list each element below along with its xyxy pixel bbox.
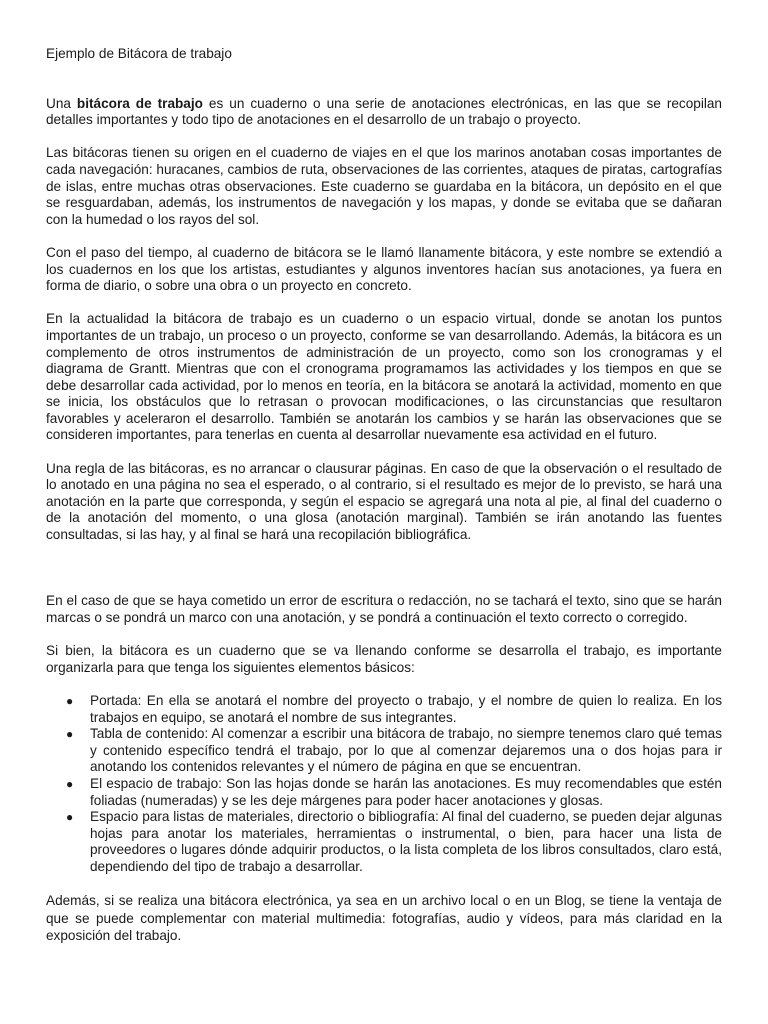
list-item: [66, 775, 722, 809]
paragraph-current-use: En la actualidad la bitácora de trabajo es un cuaderno o un espacio virtual, donde se anotan los puntos importantes de un trabajo, un proceso o un proyecto, conforme se van desarrollando. Además, la bitácora es un complemento de otros instrumentos de administración de un proyecto, como son los cronogramas y el diagrama de Grantt. Mientras que con el cronograma programamos las actividades y los tiempos en que se debe desarrollar cada actividad, por lo menos en teoría, en la bitácora se anotará la actividad, momento en que se inicia, los obstáculos que lo retrasan o provocan modificaciones, o las circunstancias que resultaron favorables y aceleraron el desarrollo. También se anotarán los cambios y se harán las observaciones que se consideren importantes, para tenerlas en cuenta al desarrollar nuevamente esa actividad en el futuro.: [46, 311, 722, 443]
list-item: [66, 809, 722, 875]
bullet-icon: ●: [66, 810, 74, 825]
paragraph-origin: Las bitácoras tienen su origen en el cuaderno de viajes en el que los marinos anotaban cosas importantes de cada navegación: huracanes, cambios de ruta, observaciones de las corrientes, ataques de piratas, cartografías de islas, entre muchas otras observaciones. Este cuaderno se guardaba en la bitácora, un depósito en el que se resguardaban, además, los instrumentos de navegación y los mapas, y donde se evitaba que se dañaran con la humedad o los rayos del sol.: [46, 145, 722, 227]
list-item-text: Tabla de contenido: Al comenzar a escribir una bitácora de trabajo, no siempre tenemos claro qué temas y contenido específico tendrá el trabajo, por lo que al comenzar dejaremos una o dos hojas para ir anotando los contenidos relevantes y el número de página en que se encuentran.: [90, 726, 722, 775]
list-item-text: El espacio de trabajo: Son las hojas donde se harán las anotaciones. Es muy recomendables que estén foliadas (numeradas) y se les deje márgenes para poder hacer anotaciones y glosas.: [90, 775, 722, 808]
intro-prefix: Una: [46, 95, 77, 111]
intro-bold-term: bitácora de trabajo: [76, 95, 203, 111]
list-item: [66, 692, 722, 726]
document-page: [46, 46, 722, 961]
list-item-text: Espacio para listas de materiales, directorio o bibliografía: Al final del cuaderno, se pueden dejar algunas hojas para anotar los materiales, herramientas o instrumental, o bien, para hacer una lista de proveedores o lugares dónde adquirir productos, o la lista completa de los libros consultados, claro está, dependiendo del tipo de trabajo a desarrollar.: [90, 809, 722, 874]
bullet-icon: ●: [66, 727, 74, 742]
intro-suffix: es un cuaderno o una serie de anotaciones electrónicas, en las que se recopilan detalles importantes y todo tipo de anotaciones en el desarrollo de un trabajo o proyecto.: [46, 95, 722, 128]
elements-list: [46, 693, 722, 876]
paragraph-errors: En el caso de que se haya cometido un error de escritura o redacción, no se tachará el texto, sino que se harán marcas o se pondrá un marco con una anotación, y se pondrá a continuación el texto correcto o corregido.: [46, 593, 722, 626]
document-title: Ejemplo de Bitácora de trabajo: [46, 46, 232, 61]
closing-paragraph: Además, si se realiza una bitácora electrónica, ya sea en un archivo local o en un Blog, se tiene la ventaja de que se puede complementar con material multimedia: fotografías, audio y vídeos, para más claridad en la exposición del trabajo.: [46, 893, 722, 944]
intro-paragraph: [46, 96, 722, 129]
paragraph-elements-intro: Si bien, la bitácora es un cuaderno que se va llenando conforme se desarrolla el trabajo, es importante organizarla para que tenga los siguientes elementos básicos:: [46, 643, 722, 675]
bullet-icon: ●: [66, 693, 74, 708]
list-item-text: Portada: En ella se anotará el nombre del proyecto o trabajo, y el nombre de quien lo realiza. En los trabajos en equipo, se anotará el nombre de sus integrantes.: [90, 692, 722, 725]
paragraph-history: Con el paso del tiempo, al cuaderno de bitácora se le llamó llanamente bitácora, y este nombre se extendió a los cuadernos en los que los artistas, estudiantes y algunos inventores hacían sus anotaciones, ya fuera en forma de diario, o sobre una obra o un proyecto en concreto.: [46, 244, 722, 294]
list-item: [66, 726, 722, 776]
paragraph-rule: Una regla de las bitácoras, es no arrancar o clausurar páginas. En caso de que la observación o el resultado de lo anotado en una página no sea el esperado, o al contrario, si el resultado es mejor de lo previsto, se hará una anotación en la parte que corresponda, y según el espacio se agregará una nota al pie, al final del cuaderno o de la anotación del momento, o una glosa (anotación marginal). También se irán anotando las fuentes consultadas, si las hay, y al final se hará una recopilación bibliográfica.: [46, 460, 722, 543]
bullet-icon: ●: [66, 776, 74, 791]
